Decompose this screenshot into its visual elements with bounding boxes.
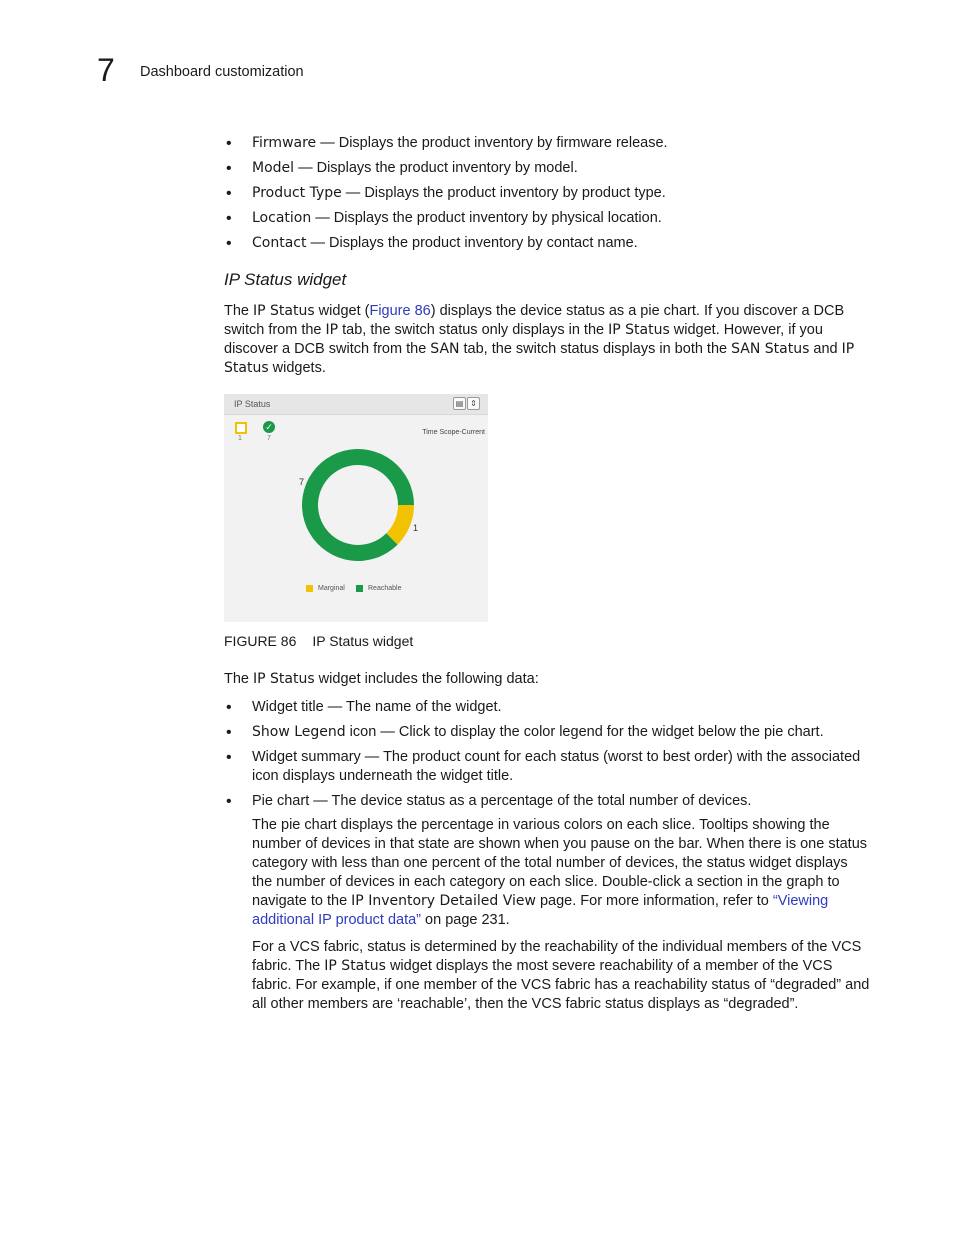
show-legend-icon[interactable]: ▤ — [453, 397, 466, 410]
chapter-number: 7 — [97, 52, 115, 88]
term-desc: — Displays the product inventory by physical location. — [311, 210, 662, 226]
reachable-slice-label: 7 — [299, 477, 305, 487]
marginal-count: 1 — [238, 435, 242, 442]
time-scope-label: Time Scope-Current — [422, 429, 485, 436]
pie-chart-paragraph — [252, 816, 870, 930]
term: Contact — [252, 235, 307, 251]
widget-title: IP Status — [234, 399, 271, 409]
legend-swatch-marginal — [306, 585, 313, 592]
figure-caption — [224, 633, 413, 649]
reachable-count: 7 — [267, 435, 271, 442]
ui-term: IP Status — [253, 671, 315, 687]
text-run: widgets. — [268, 360, 326, 376]
figure-link[interactable]: Figure 86 — [369, 303, 431, 319]
legend-label-marginal: Marginal — [318, 585, 345, 592]
term: Firmware — [252, 135, 317, 151]
running-head: Dashboard customization — [140, 64, 304, 80]
text-run: tab, the switch status only displays in the — [338, 322, 609, 338]
term-desc: — Displays the product inventory by model. — [294, 160, 578, 176]
list-item — [226, 184, 668, 203]
text-run: page. For more information, refer to — [535, 893, 773, 909]
text-run: tab, the switch status displays in both the — [459, 341, 732, 357]
text-run: widget displays the most severe reachability of a member of the VCS fabric. For example, if one member of the VCS fabric has a reachability status of “degraded” and all other members are ‘reachable’, then the VCS fabric status displays as “degraded”. — [252, 958, 870, 1012]
item-text: Widget title — The name of the widget. — [252, 699, 502, 715]
ui-term: SAN Status — [731, 341, 810, 357]
text-run: widget. However, if you discover a DCB switch from the — [224, 322, 823, 357]
legend-label-reachable: Reachable — [368, 585, 402, 592]
reachable-status-icon: ✓ — [263, 421, 275, 433]
intro-paragraph — [224, 302, 864, 378]
item-text: Widget summary — The product count for each status (worst to best order) with the associated icon displays underneath the widget title. — [252, 749, 861, 784]
list-item — [226, 792, 870, 811]
ui-term: IP Status — [253, 303, 315, 319]
section-heading: IP Status widget — [224, 270, 347, 289]
ui-term: IP Status — [608, 322, 670, 338]
term-desc: — Displays the product inventory by contact name. — [306, 235, 638, 251]
list-item — [226, 134, 668, 153]
cross-reference-link[interactable]: “Viewing additional IP product data” — [252, 893, 829, 928]
widget-data-list — [226, 698, 870, 811]
ui-term: IP Status — [224, 341, 855, 376]
includes-paragraph — [224, 670, 864, 689]
inventory-list — [226, 134, 668, 253]
term-desc: — Displays the product inventory by product type. — [341, 185, 666, 201]
text-run: The — [224, 303, 254, 319]
term: Product Type — [252, 185, 342, 201]
item-text: Pie chart — The device status as a percentage of the total number of devices. — [252, 793, 752, 809]
text-run: widget includes the following data: — [314, 671, 539, 687]
list-item — [226, 159, 668, 178]
list-item — [226, 234, 668, 253]
list-item — [226, 209, 668, 228]
ui-term: IP Status — [324, 958, 386, 974]
list-item — [226, 748, 870, 786]
figure-label: FIGURE 86 — [224, 633, 297, 649]
text-run: and — [809, 341, 842, 357]
term: Location — [252, 210, 312, 226]
text-run: widget ( — [314, 303, 370, 319]
item-text: icon — Click to display the color legend for the widget below the pie chart. — [345, 724, 824, 740]
expand-icon[interactable]: ⇕ — [467, 397, 480, 410]
vcs-paragraph — [252, 938, 870, 1014]
text-run: For a VCS fabric, status is determined by the reachability of the individual members of the VCS fabric. The — [252, 939, 862, 974]
text-run: The — [224, 671, 254, 687]
figure-title: IP Status widget — [312, 633, 414, 649]
ui-term: IP Inventory Detailed View — [351, 893, 536, 909]
term-desc: — Displays the product inventory by firmware release. — [316, 135, 668, 151]
text-run: on page 231. — [421, 912, 510, 928]
ui-term: IP — [325, 322, 339, 338]
ui-term: Show Legend — [252, 724, 346, 740]
legend-swatch-reachable — [356, 585, 363, 592]
term: Model — [252, 160, 295, 176]
marginal-slice-label: 1 — [413, 523, 419, 533]
donut-slices — [302, 449, 414, 561]
ui-term: SAN — [430, 341, 460, 357]
list-item — [226, 723, 870, 742]
list-item — [226, 698, 870, 717]
ip-status-widget — [224, 394, 488, 622]
text-run: ) displays the device status as a pie chart. If you discover a DCB switch from the — [224, 303, 845, 338]
text-run: The pie chart displays the percentage in various colors on each slice. Tooltips showing the number of devices in that state are shown when you pause on the bar. When there is one status category with less than one percent of the total number of devices, the status widget displays the number of devices in each category on each slice. Double-click a section in the graph to navigate to the — [252, 817, 868, 909]
donut-slice-reachable[interactable] — [302, 449, 414, 561]
